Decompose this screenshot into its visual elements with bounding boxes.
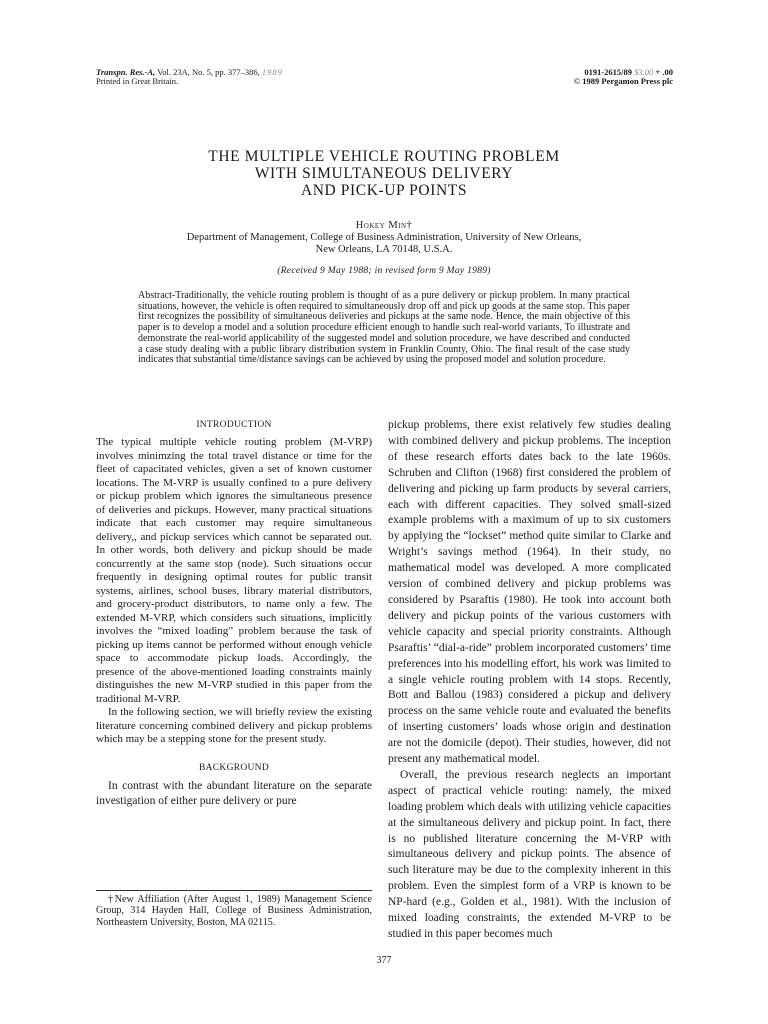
copyright: © 1989 Pergamon Press plc	[573, 76, 673, 86]
footnote-text: †New Affiliation (After August 1, 1989) Management Science Group, 314 Hayden Hall, College of Business Administration, Northeastern University, Boston, MA 02115.	[96, 894, 372, 928]
affiliation	[0, 232, 768, 255]
intro-paragraph-1: The typical multiple vehicle routing problem (M-VRP) involves minimzing the total travel distance or time for the fleet of capacitated vehicles, given a set of known customer locations. The M-VRP is usually confined to a pure delivery or pickup problem which ignores the simultaneous presence of deliveries and pickups. However, many practical situations indicate that each customer may require simultaneous delivery,, and pickup services which cannot be separated out. In other words, both delivery and pickup should be made concurrently at the same stop (node). Such situations occur frequently in designing optimal routes for public transit systems, airlines, school buses, library material distributors, and grocery-product distributors, to name only a few. The extended M-VRP, which considers such situations, implicitly involves the “mixed loading” problem because the task of picking up items cannot be performed without enough vehicle space to accommodate pickup loads. Accordingly, the presence of the above-mentioned loading constraints mainly distinguishes the new M-VRP studied in this paper from the traditional M-VRP.	[96, 436, 372, 705]
title-line: WITH SIMULTANEOUS DELIVERY	[254, 165, 514, 182]
abstract: Abstract-Traditionally, the vehicle routing problem is thought of as a pure delivery or pickup problem. In many practical situations, however, the vehicle is often required to simultaneously drop off and pick up goods at the same stop. This paper first recognizes the possibility of simultaneous deliveries and pickups at the same node. Hence, the main objective of this paper is to develop a model and a solution procedure efficient enough to handle such real-world variants, To illustrate and demonstrate the real-world applicability of the suggested model and solution procedure, we have described and conducted a case study dealing with a public library distribution system in Franklin County, Ohio. The final result of the case study indicates that substantial time/distance savings can be achieved by using the proposed model and solution procedure.	[138, 290, 630, 366]
affiliation-line: New Orleans, LA 70148, U.S.A.	[315, 243, 453, 255]
affiliation-line: Department of Management, College of Business Administration, University of New Orleans,	[186, 232, 582, 243]
footnote	[96, 890, 372, 928]
intro-paragraph-2: In the following section, we will briefly review the existing literature concerning combined delivery and pickup problems which may be a stepping stone for the present study.	[96, 706, 372, 745]
title-line: THE MULTIPLE VEHICLE ROUTING PROBLEM	[208, 148, 560, 165]
background-paragraph-1: In contrast with the abundant literature on the separate investigation of either pure delivery or pure	[96, 779, 372, 807]
journal-year: 1989	[261, 67, 283, 77]
author-name: Hokey Min†	[355, 220, 413, 231]
right-column	[388, 418, 671, 943]
price-faint: $3.00	[634, 67, 654, 77]
received-dates: (Received 9 May 1988; in revised form 9 May 1989)	[277, 266, 491, 276]
left-column	[96, 420, 372, 809]
section-heading-introduction: INTRODUCTION	[196, 420, 272, 430]
background-paragraph-3: Overall, the previous research neglects an important aspect of practical vehicle routing: namely, the mixed loading problem which deals with utilizing vehicle capacities at the simultaneous delivery and pickup point. In fact, there is no published literature concerning the M-VRP with simultaneous delivery and pickup points. The absence of such literature may be due to the complexity inherent in this problem. Even the simplest form of a VRP is known to be NP-hard (e.g., Golden et al., 1981). With the inclusion of mixed loading constraints, the extended M-VRP to be studied in this paper becomes much	[388, 768, 671, 940]
title-line: AND PICK-UP POINTS	[300, 182, 468, 199]
paper-title	[0, 148, 768, 199]
printed-note: Printed in Great Britain.	[96, 76, 179, 86]
running-header-left	[96, 68, 283, 86]
price: + .00	[655, 67, 673, 77]
journal-name: Transpn. Res.-A,	[96, 67, 156, 77]
section-heading-background: BACKGROUND	[198, 762, 270, 773]
running-header-right	[574, 68, 673, 86]
page-number: 377	[376, 955, 392, 966]
issn-code: 0191-2615/89	[584, 67, 633, 77]
background-paragraph-2: pickup problems, there exist relatively few studies dealing with combined delivery and pickup problems. The inception of these research efforts dates back to the late 1960s. Schruben and Clifton (1968) first considered the problem of delivering and picking up farm products by several carriers, each with different capacities. They solved small-sized example problems with a maximum of up to six customers by applying the “lockset” method quite similar to Clarke and Wright’s savings method (1964). In their study, no mathematical model was developed. A more complicated version of combined delivery and pickup problems was considered by Psaraftis (1980). He took into account both delivery and pickup points of the various customers with vehicle capacity and special priority constraints. Although Psaraftis’ “dial-a-ride” problem incorporated customers’ time preferences into his modelling effort, his work was limited to a single vehicle routing problem with 14 stops. Recently, Bott and Ballou (1983) considered a pickup and delivery process on the same vehicle route and evaluated the benefits of inserting customers’ loads whose origin and destination are not the domicile (depot). Their studies, however, did not present any mathematical model.	[388, 419, 671, 766]
journal-volume: Vol. 23A, No. 5, pp. 377–386,	[157, 67, 260, 77]
